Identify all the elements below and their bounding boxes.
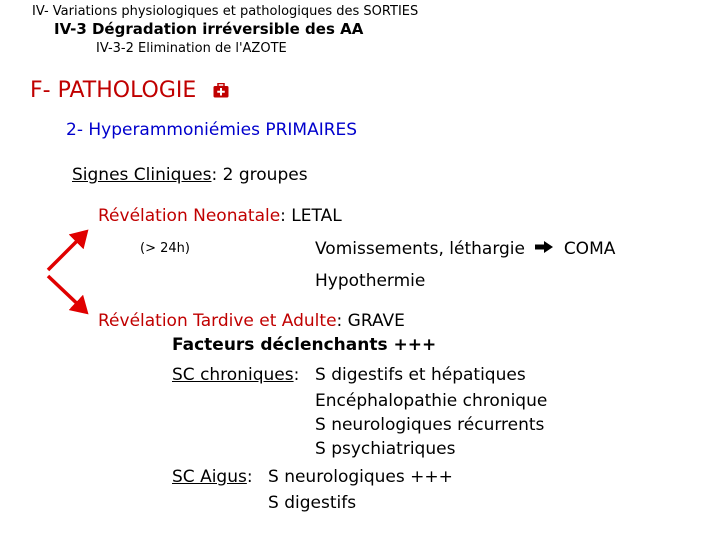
right-arrow-icon [534,239,554,259]
aigus-sep: : [246,467,253,487]
signes-label: Signes Cliniques [72,165,212,185]
aigus-heading [172,467,253,487]
sign-1-text: Vomissements, léthargie [315,239,525,259]
tardive-label: Révélation Tardive et Adulte [98,311,337,331]
chroniques-label: SC chroniques [172,365,294,385]
neonatale-age: (> 24h) [140,241,190,256]
section-title-text: F- PATHOLOGIE [30,78,197,103]
sign-1-result: COMA [563,239,616,259]
neonatale-value: LETAL [285,206,342,226]
aigus-label: SC Aigus [172,467,247,487]
header-line-1: IV- Variations physiologiques et pathologiques des SORTIES [32,4,419,19]
chroniques-sep: : [293,365,300,385]
facteurs-line: Facteurs déclenchants +++ [172,335,437,355]
signes-value: 2 groupes [217,165,308,185]
chroniques-item: Encéphalopathie chronique [315,391,548,411]
signes-sep: : [211,165,218,185]
chroniques-item: S neurologiques récurrents [315,415,545,435]
chroniques-item: S psychiatriques [315,439,456,459]
neonatale-label: Révélation Neonatale [98,206,281,226]
tardive-line [98,311,405,331]
neonatale-sign-2: Hypothermie [315,271,426,291]
aigus-item: S digestifs [268,493,357,513]
tardive-sep: : [336,311,343,331]
section-subtitle: 2- Hyperammoniémies PRIMAIRES [66,120,358,140]
chroniques-item: S digestifs et hépatiques [315,365,526,385]
neonatale-line [98,206,342,226]
chroniques-heading [172,365,299,385]
neonatale-sep: : [280,206,286,226]
aigus-item: S neurologiques +++ [268,467,453,487]
neonatale-sign-1 [315,239,615,259]
tardive-value: GRAVE [342,311,405,331]
red-arrow-down-icon [48,276,86,312]
header-line-2: IV-3 Dégradation irréversible des AA [54,20,364,38]
header-line-3: IV-3-2 Elimination de l'AZOTE [96,41,287,56]
red-arrow-up-icon [48,232,86,270]
